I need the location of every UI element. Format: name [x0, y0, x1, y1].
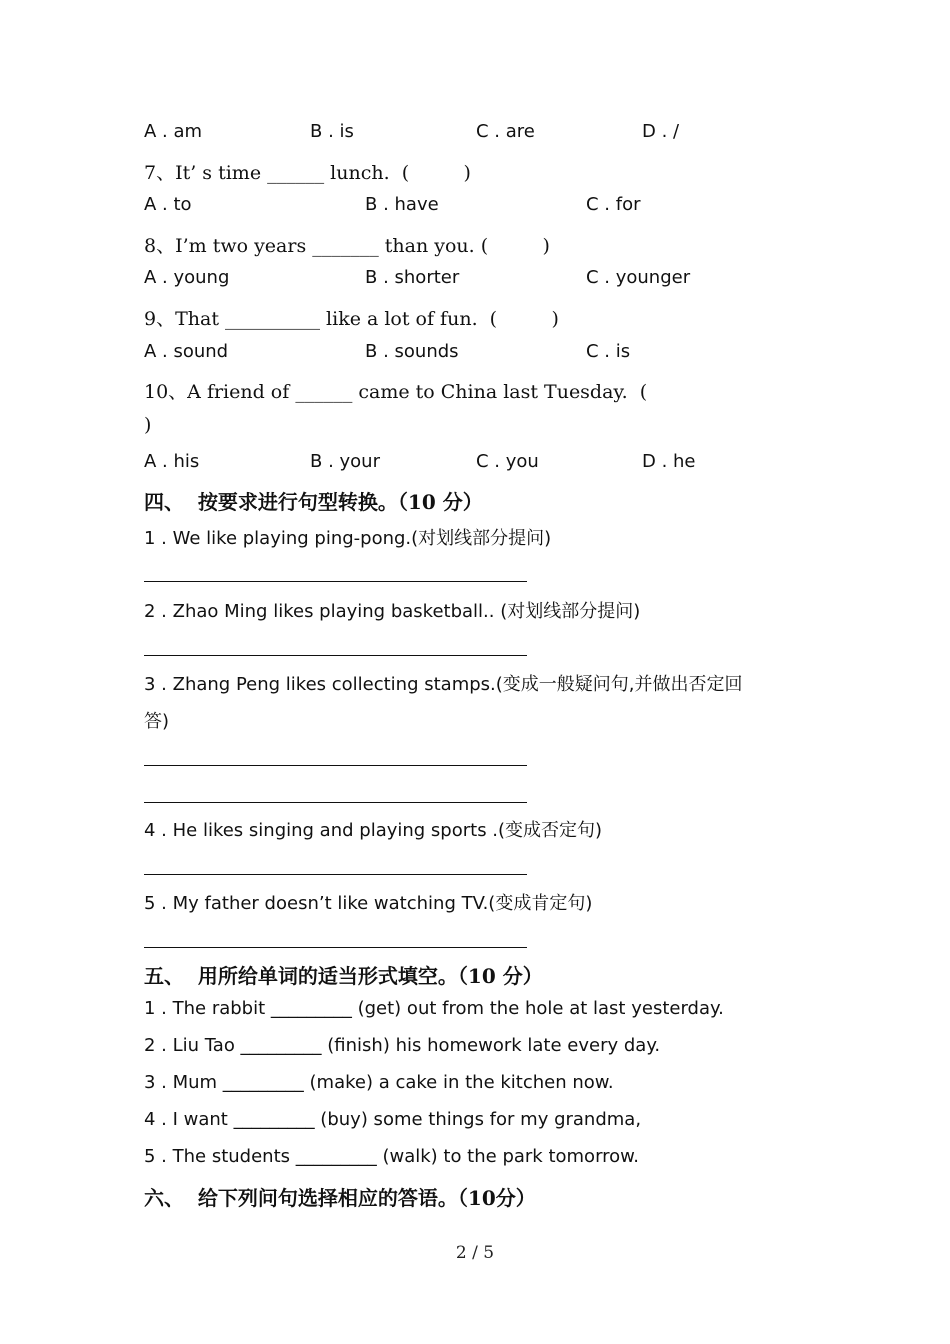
section4-item-3: 3 . Zhang Peng likes collecting stamps.(变成一般疑问句,并做出否定回: [144, 674, 743, 695]
q8-option-c: C . younger: [586, 267, 691, 288]
q6-option-c: C . are: [476, 121, 535, 142]
section4-item-1: 1 . We like playing ping-pong.(对划线部分提问): [144, 528, 552, 549]
q9-option-a: A . sound: [144, 341, 229, 362]
section5-heading: 五、 用所给单词的适当形式填空。（10 分）: [144, 964, 543, 988]
section5-item-5: 5 . The students _________ (walk) to the park tomorrow.: [144, 1146, 639, 1167]
q8-option-b: B . shorter: [365, 267, 460, 288]
section4-item-5: 5 . My father doesn’t like watching TV.(变成肯定句): [144, 893, 593, 914]
section5-item-4: 4 . I want _________ (buy) some things for my grandma,: [144, 1109, 642, 1130]
q7-option-c: C . for: [586, 194, 641, 215]
answer-line: [144, 581, 527, 582]
q6-option-b: B . is: [310, 121, 354, 142]
section4-heading: 四、 按要求进行句型转换。（10 分）: [144, 490, 483, 514]
q6-option-a: A . am: [144, 121, 203, 142]
q8-question: 8、I’m two years _______ than you. ( ): [144, 235, 550, 257]
page-number: 2 / 5: [455, 1243, 495, 1263]
q10-option-b: B . your: [310, 451, 380, 472]
section5-item-1: 1 . The rabbit _________ (get) out from the hole at last yesterday.: [144, 998, 724, 1019]
answer-line: [144, 874, 527, 875]
answer-line: [144, 765, 527, 766]
q10-option-c: C . you: [476, 451, 539, 472]
q6-option-d: D . /: [642, 121, 680, 142]
q10-question-line1: 10、A friend of ______ came to China last Tuesday. (: [144, 381, 648, 403]
answer-line: [144, 947, 527, 948]
q8-option-a: A . young: [144, 267, 230, 288]
q10-option-d: D . he: [642, 451, 696, 472]
section4-item-2: 2 . Zhao Ming likes playing basketball.. (对划线部分提问): [144, 601, 641, 622]
q9-option-c: C . is: [586, 341, 631, 362]
q9-question: 9、That __________ like a lot of fun. ( ): [144, 308, 559, 330]
section6-heading: 六、 给下列问句选择相应的答语。（10分）: [144, 1186, 536, 1210]
section5-item-2: 2 . Liu Tao _________ (finish) his homework late every day.: [144, 1035, 661, 1056]
section4-item-3-continued: 答): [144, 711, 170, 732]
answer-line: [144, 802, 527, 803]
answer-line: [144, 655, 527, 656]
section4-item-4: 4 . He likes singing and playing sports .(变成否定句): [144, 820, 603, 841]
q7-question: 7、It’ s time ______ lunch. ( ): [144, 162, 471, 184]
q7-option-a: A . to: [144, 194, 192, 215]
q9-option-b: B . sounds: [365, 341, 459, 362]
q10-option-a: A . his: [144, 451, 200, 472]
section5-item-3: 3 . Mum _________ (make) a cake in the kitchen now.: [144, 1072, 614, 1093]
q7-option-b: B . have: [365, 194, 439, 215]
q10-question-line2: ): [144, 414, 152, 436]
